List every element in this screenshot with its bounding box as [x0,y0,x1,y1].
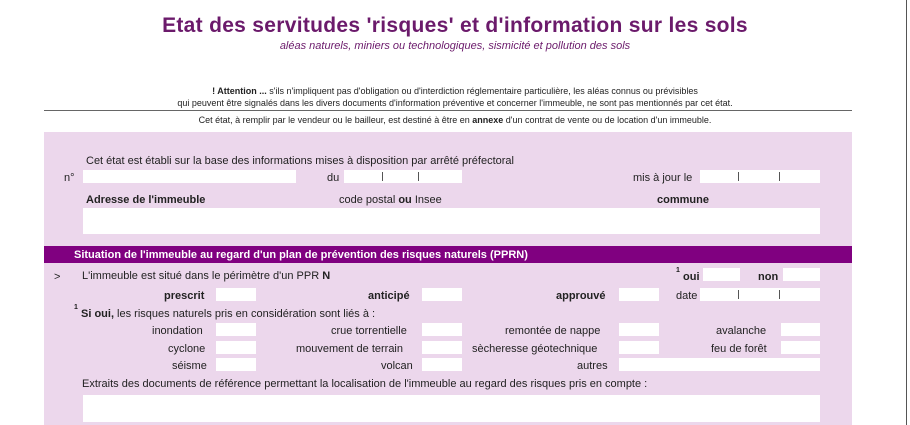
risk-secheresse-label: sècheresse géotechnique [472,343,598,355]
approuve-label: approuvé [556,290,606,302]
footnote-marker: 1 [676,267,680,274]
risk-avalanche-label: avalanche [716,325,767,337]
footnote-marker: 1 [74,304,78,311]
maj-date-field[interactable] [700,170,820,183]
anticipe-checkbox[interactable] [422,288,462,301]
risk-inondation-checkbox[interactable] [216,323,256,336]
arrow-marker: > [54,271,61,283]
risk-autres-label: autres [577,360,608,372]
notice-line-3 [0,115,910,125]
du-date-field[interactable] [344,170,462,183]
date-separator [779,172,780,181]
oui-label: oui [683,271,700,283]
extraits-label: Extraits des documents de référence permettant la localisation de l'immeuble au regard des risques pris en compte : [82,378,648,390]
risk-avalanche-checkbox[interactable] [781,323,820,336]
non-label: non [758,271,779,283]
code-postal-label: code postal ou Insee [339,194,442,206]
risk-nappe-checkbox[interactable] [619,323,659,336]
numero-field[interactable] [83,170,296,183]
approuve-checkbox[interactable] [619,288,659,301]
risk-mouvement-checkbox[interactable] [422,341,462,354]
extraits-field[interactable] [83,395,820,422]
risk-crue-label: crue torrentielle [331,325,407,337]
notice-annexe: annexe [472,115,504,125]
risk-feu-checkbox[interactable] [781,341,820,354]
section-title-pprn: Situation de l'immeuble au regard d'un plan de prévention des risques naturels (PPRN) [74,249,528,261]
risk-autres-field[interactable] [619,358,820,371]
notice-line-2: qui peuvent être signalés dans les divers documents d'information préventive et concerner l'immeuble, ne sont pas mentionnés par cet état. [177,98,733,108]
date-separator [738,172,739,181]
risk-seisme-checkbox[interactable] [216,358,256,371]
risk-mouvement-label: mouvement de terrain [296,343,403,355]
risk-inondation-label: inondation [152,325,203,337]
page-title: Etat des servitudes 'risques' et d'information sur les sols [162,14,748,37]
anticipe-label: anticipé [368,290,410,302]
page-edge-line [906,0,907,425]
risk-secheresse-checkbox[interactable] [619,341,659,354]
numero-label: n° [64,172,75,184]
si-oui-text: Si oui, les risques naturels pris en considération sont liés à : [81,308,376,320]
prescrit-label: prescrit [164,290,205,302]
notice-prefix: ! Attention ... [212,86,267,96]
date-separator [418,172,419,181]
risk-cyclone-label: cyclone [168,343,206,355]
risk-feu-label: feu de forêt [711,343,767,355]
date-separator [382,172,383,181]
perimetre-question: L'immeuble est situé dans le périmètre d'un PPR N [82,270,331,282]
risk-seisme-label: séisme [172,360,207,372]
notice-text-1: s'ils n'impliquent pas d'obligation ou d'interdiction réglementaire particulière, les aléas connus ou prévisibles [266,86,698,96]
oui-checkbox[interactable] [703,268,740,281]
approval-date-field[interactable] [700,288,820,301]
notice-text-3a: Cet état, à remplir par le vendeur ou le bailleur, est destiné à être en [198,115,473,125]
risk-cyclone-checkbox[interactable] [216,341,256,354]
commune-label: commune [657,194,709,206]
date-separator [738,290,739,299]
notice-line-1 [0,86,910,96]
adresse-label: Adresse de l'immeuble [86,194,206,206]
arrete-intro: Cet état est établi sur la base des informations mises à disposition par arrêté préfectoral [86,155,514,167]
risk-volcan-label: volcan [381,360,413,372]
risk-volcan-checkbox[interactable] [422,358,462,371]
maj-label: mis à jour le [633,172,693,184]
date-label: date [676,290,698,302]
prescrit-checkbox[interactable] [216,288,256,301]
non-checkbox[interactable] [783,268,820,281]
adresse-field[interactable] [83,208,820,234]
du-label: du [327,172,340,184]
risk-nappe-label: remontée de nappe [505,325,601,337]
notice-text-3c: d'un contrat de vente ou de location d'un immeuble. [503,115,712,125]
risk-crue-checkbox[interactable] [422,323,462,336]
page-subtitle: aléas naturels, miniers ou technologiques, sismicité et pollution des sols [279,40,631,52]
date-separator [779,290,780,299]
notice-divider [44,110,852,111]
